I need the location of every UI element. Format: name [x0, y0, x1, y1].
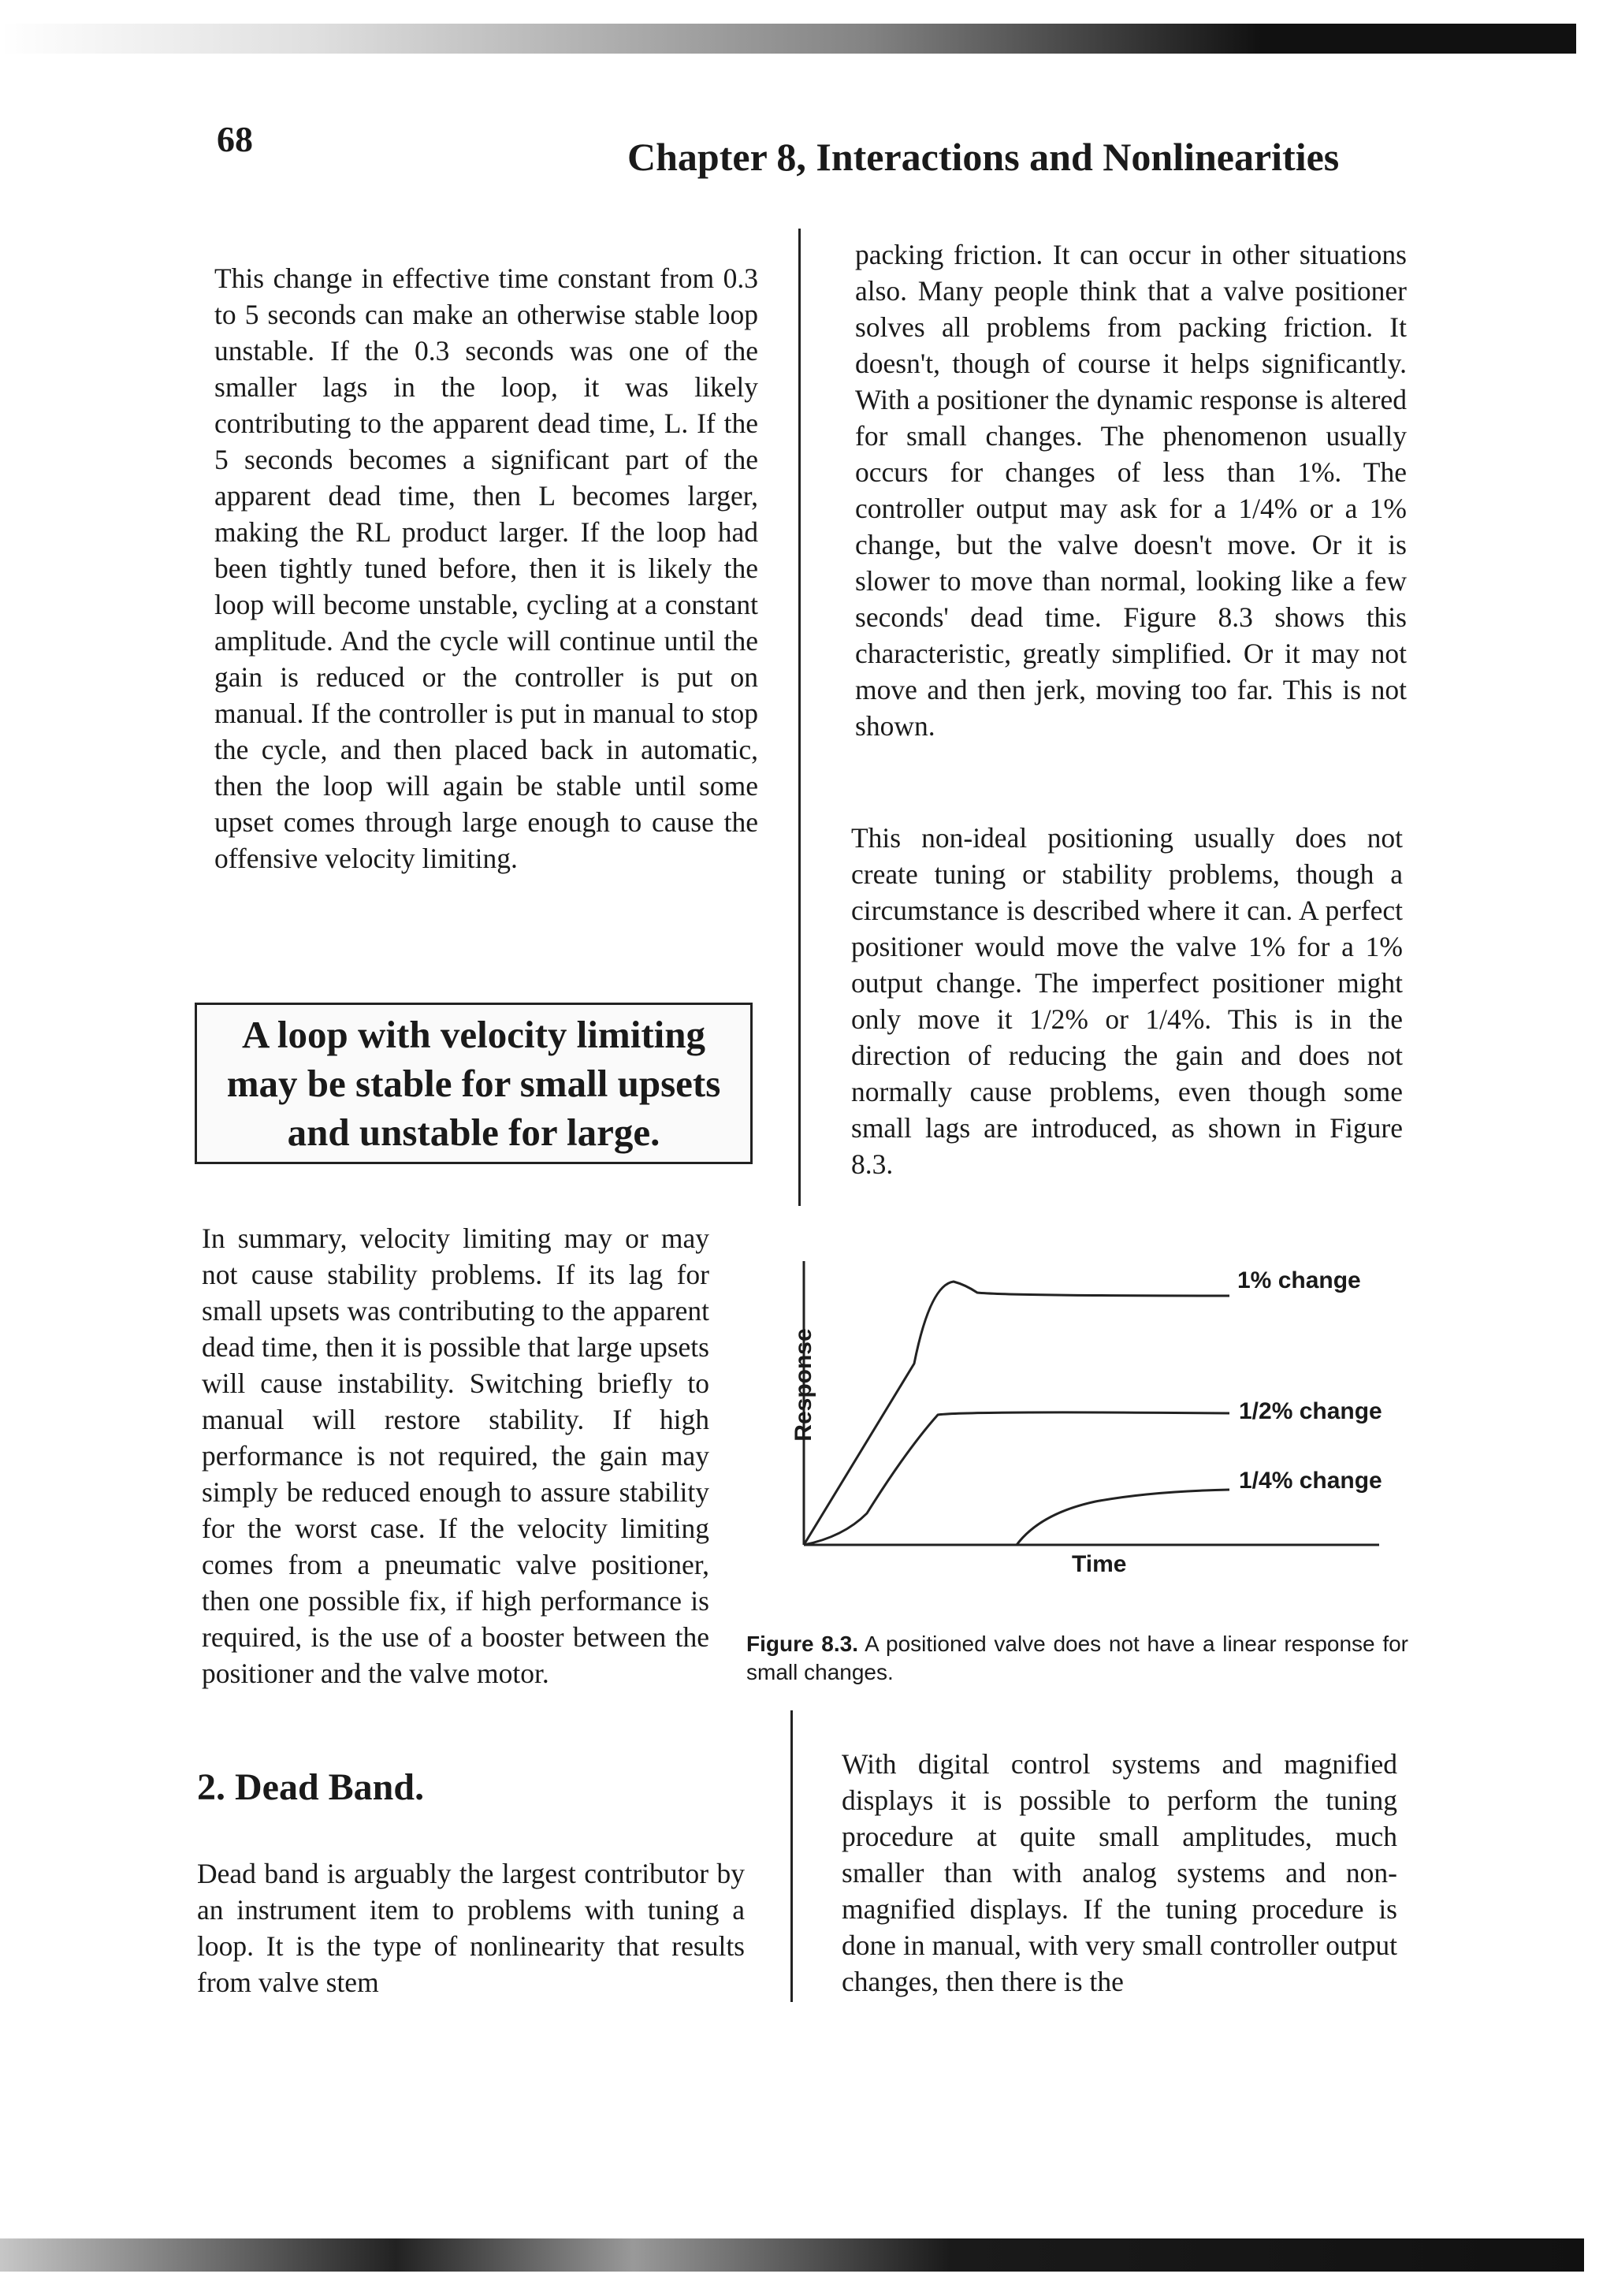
caption-label: Figure 8.3. — [746, 1632, 858, 1656]
left-paragraph-3: Dead band is arguably the largest contributor by an instrument item to problems with tuning a loop. It is the type of nonlinearity that results from valve stem — [197, 1858, 745, 1998]
right-paragraph-2: This non-ideal positioning usually does not create tuning or stability problems, though a circumstance is described where it can. A perfect positioner would move the valve 1% for a 1% output change. The imperfect positioner might only move it 1/2% or 1/4%. This is in the direction of reducing the gain and does not normally cause problems, even though some small lags are introduced, as shown in Figure 8.3. — [851, 822, 1403, 1180]
x-axis-label: Time — [1072, 1551, 1127, 1577]
scan-edge-top — [0, 24, 1576, 54]
caption-text: A positioned valve does not have a linear response for small changes. — [746, 1632, 1409, 1684]
section-heading: 2. Dead Band. — [197, 1766, 425, 1808]
right-paragraph-3: With digital control systems and magnified displays it is possible to perform the tuning procedure at quite small amplitudes, much smaller than with analog systems and non-magnified displays. If the tuning procedure is done in manual, with very small controller output changes, then there is the — [842, 1748, 1397, 1997]
curve-label-quarter-pct: 1/4% change — [1239, 1468, 1382, 1494]
curve-label-1pct: 1% change — [1237, 1267, 1361, 1293]
left-paragraph-2: In summary, velocity limiting may or may not cause stability problems. If its lag for small upsets was contributing to the apparent dead time, then it is possible that large upsets will cause instability. Switching briefly to manual will restore stability. If high performance is not required, the gain may simply be reduced enough to assure stability for the worst case. If the velocity limiting comes from a pneumatic valve positioner, then one possible fix, if high performance is required, is the use of a booster between the positioner and the valve motor. — [202, 1222, 709, 1689]
response-plot — [757, 1253, 1403, 1600]
figure-8-3 — [757, 1253, 1403, 1600]
column-divider-lower — [790, 1710, 793, 2002]
left-paragraph-1: This change in effective time constant from 0.3 to 5 seconds can make an otherwise stable loop unstable. If the 0.3 seconds was one of the smaller lags in the loop, it was likely contributing to the apparent dead time, L. If the 5 seconds becomes a significant part of the apparent dead time, then L becomes larger, making the RL product larger. If the loop had been tightly tuned before, then it is likely the loop will become unstable, cycling at a constant amplitude. And the cycle will continue until the gain is reduced or the controller is put on manual. If the controller is put in manual to stop the cycle, and then placed back in automatic, then the loop will again be stable until some upset comes through large enough to cause the offensive velocity limiting. — [214, 262, 758, 874]
figure-caption — [746, 1630, 1408, 1687]
column-divider-upper — [798, 229, 801, 1206]
right-paragraph-1: packing friction. It can occur in other situations also. Many people think that a valve positioner solves all problems from packing friction. It doesn't, though of course it helps significantly. With a positioner the dynamic response is altered for small changes. The phenomenon usually occurs for changes of less than 1%. The controller output may ask for a 1/4% or a 1% change, but the valve doesn't move. Or it is slower to move than normal, looking like a few seconds' dead time. Figure 8.3 shows this characteristic, greatly simplified. Or it may not move and then jerk, moving too far. This is not shown. — [855, 239, 1407, 742]
scan-edge-bottom — [0, 2238, 1584, 2272]
page-number: 68 — [217, 119, 253, 159]
callout-text: A loop with velocity limiting may be stable for small upsets and unstable for large. — [226, 1012, 721, 1154]
chapter-title: Chapter 8, Interactions and Nonlinearities — [627, 135, 1340, 179]
y-axis-label: Response — [790, 1328, 816, 1442]
curve-half-pct — [804, 1412, 1229, 1545]
curve-quarter-pct — [804, 1490, 1229, 1545]
curve-label-half-pct: 1/2% change — [1239, 1398, 1382, 1424]
callout-box — [195, 1003, 753, 1164]
